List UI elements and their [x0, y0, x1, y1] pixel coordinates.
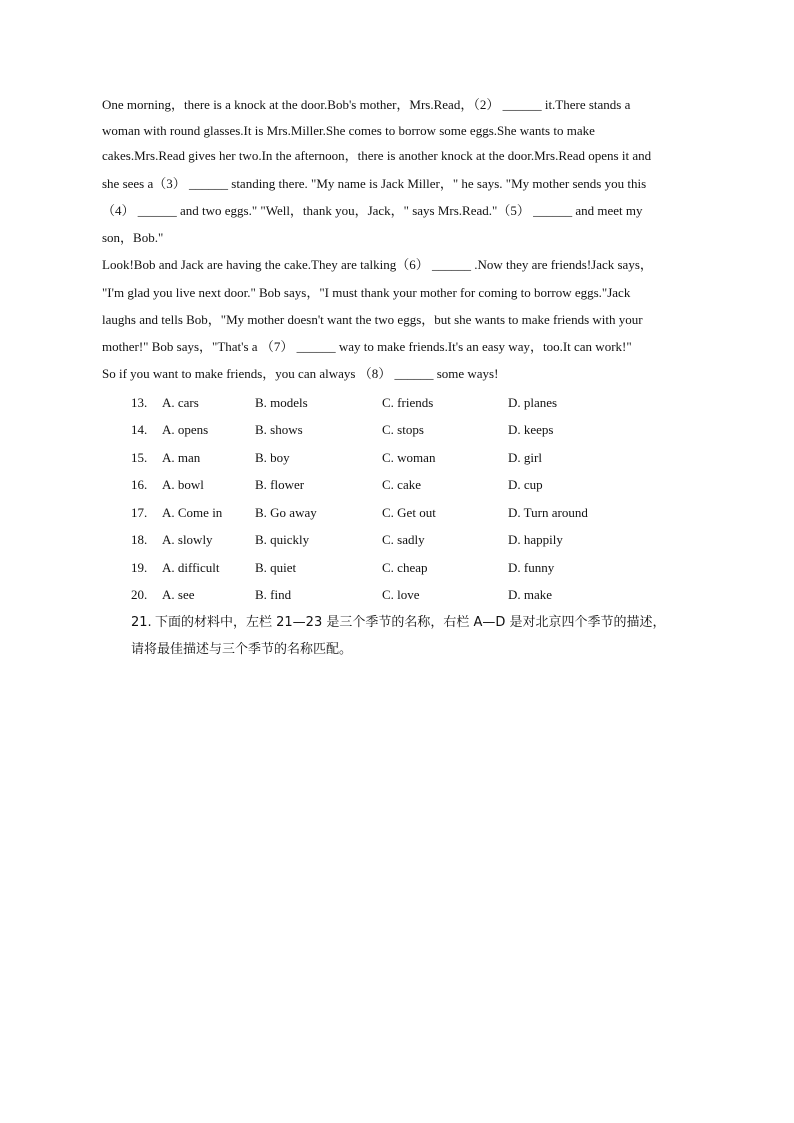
option-b: B. models — [255, 395, 308, 410]
option-c: C. Get out — [382, 505, 436, 520]
passage-line: cakes.Mrs.Read gives her two.In the afternoon，there is another knock at the door.Mrs.Read opens it and — [102, 148, 652, 163]
option-d: D. make — [508, 587, 553, 602]
passage-line: So if you want to make friends，you can always （8） ______ some ways! — [102, 366, 499, 381]
option-b: B. Go away — [255, 505, 317, 520]
option-c: C. stops — [382, 422, 424, 437]
question-number: 15. — [131, 450, 148, 465]
option-d: D. funny — [508, 560, 555, 575]
option-d: D. planes — [508, 395, 558, 410]
passage-line: mother!" Bob says，"That's a （7） ______ way to make friends.It's an easy way，too.It can work!" — [102, 339, 632, 354]
option-d: D. girl — [508, 450, 542, 465]
option-c: C. woman — [382, 450, 436, 465]
option-c: C. love — [382, 587, 420, 602]
question-number: 16. — [131, 477, 148, 492]
question-21-number: 21. — [131, 615, 152, 630]
passage-line: son，Bob." — [102, 230, 164, 245]
option-b: B. find — [255, 587, 292, 602]
option-a: A. slowly — [162, 532, 213, 547]
option-b: B. quiet — [255, 560, 297, 575]
question-number: 14. — [131, 422, 148, 437]
option-d: D. Turn around — [508, 505, 588, 520]
option-b: B. flower — [255, 477, 305, 492]
question-number: 17. — [131, 505, 148, 520]
option-b: B. boy — [255, 450, 290, 465]
option-d: D. happily — [508, 532, 563, 547]
passage-line: laughs and tells Bob，"My mother doesn't want the two eggs，but she wants to make friends with your — [102, 312, 643, 327]
option-a: A. opens — [162, 422, 209, 437]
passage-line: woman with round glasses.It is Mrs.Miller.She comes to borrow some eggs.She wants to make — [102, 123, 595, 138]
question-number: 18. — [131, 532, 148, 547]
option-c: C. cheap — [382, 560, 428, 575]
question-number: 20. — [131, 587, 148, 602]
question-21-line-2: 请将最佳描述与三个季节的名称匹配。 — [131, 642, 353, 657]
option-a: A. bowl — [162, 477, 204, 492]
passage-line: （4） ______ and two eggs." "Well，thank you，Jack，" says Mrs.Read."（5） ______ and meet my — [102, 203, 643, 218]
passage-line: One morning，there is a knock at the door.Bob's mother，Mrs.Read，（2） ______ it.There stands a — [102, 97, 631, 112]
option-b: B. quickly — [255, 532, 310, 547]
passage-line: she sees a（3） ______ standing there. "My name is Jack Miller，" he says. "My mother sends you this — [102, 176, 647, 191]
option-c: C. friends — [382, 395, 434, 410]
option-b: B. shows — [255, 422, 303, 437]
option-c: C. sadly — [382, 532, 425, 547]
passage-line: Look!Bob and Jack are having the cake.They are talking（6） ______ .Now they are friends!Jack says， — [102, 257, 653, 272]
question-21-line-1: 下面的材料中，左栏 21—23 是三个季节的名称，右栏 A—D 是对北京四个季节的描述， — [155, 615, 666, 630]
option-a: A. man — [162, 450, 201, 465]
question-number: 13. — [131, 395, 148, 410]
option-d: D. keeps — [508, 422, 554, 437]
option-a: A. cars — [162, 395, 199, 410]
option-d: D. cup — [508, 477, 543, 492]
passage-line: "I'm glad you live next door." Bob says，"I must thank your mother for coming to borrow eggs."Jack — [102, 285, 631, 300]
option-c: C. cake — [382, 477, 421, 492]
option-a: A. see — [162, 587, 195, 602]
option-a: A. difficult — [162, 560, 220, 575]
question-number: 19. — [131, 560, 148, 575]
option-a: A. Come in — [162, 505, 223, 520]
